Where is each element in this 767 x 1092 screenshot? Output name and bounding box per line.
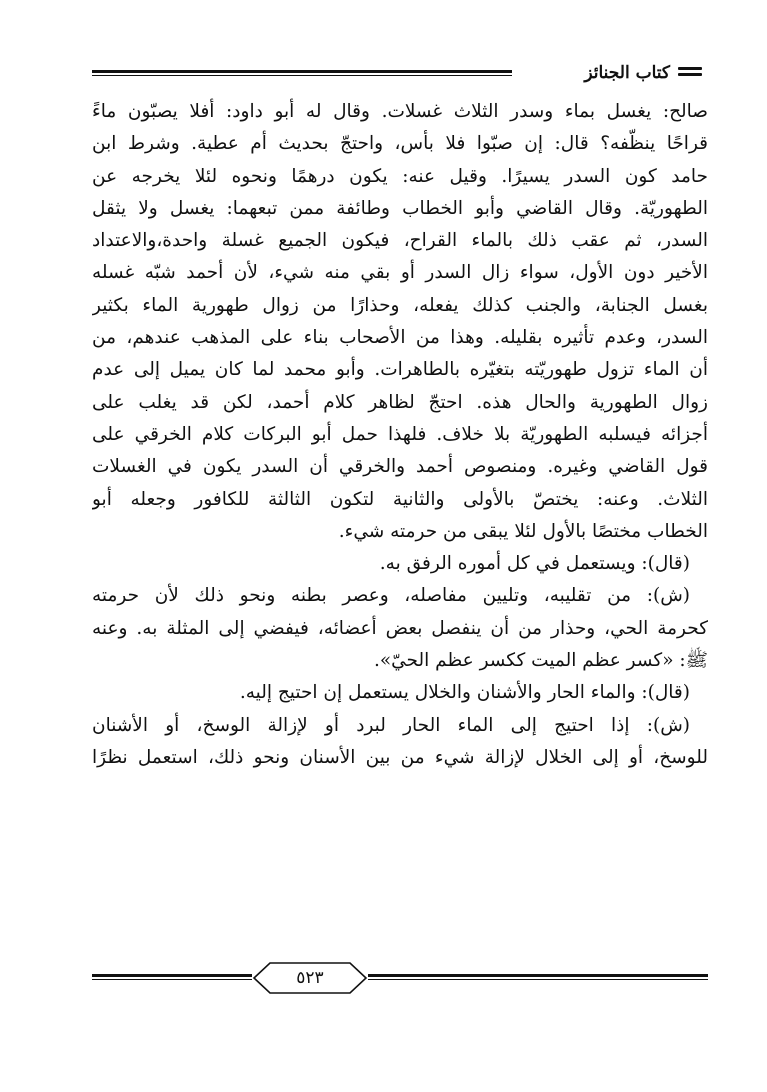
header-rule — [92, 70, 512, 78]
text-line: (قال): ويستعمل في كل أموره الرفق به. — [379, 553, 690, 575]
text-line: للوسخ، أو إلى الخلال لإزالة شيء من بين الأسنان ونحو ذلك، استعمل نظرًا — [92, 746, 708, 768]
text-line: كحرمة الحي، وحذار من أن ينفصل بعض أعضائه، فيفضي إلى المثلة به. وعنه — [92, 617, 708, 639]
text-line: بغسل الجنابة، والجنب كذلك يفعله، وحذارًا من زوال طهورية الماء بكثير — [92, 294, 708, 316]
footer-rule-left — [92, 974, 252, 982]
text-line: أن الماء تزول طهوريّته بتغيّره بالطاهرات. وأبو محمد لما كان يميل إلى عدم — [92, 359, 708, 381]
text-line: الخطاب مختصًا بالأول لئلا يبقى من حرمته شيء. — [338, 520, 708, 542]
text-line: قراحًا ينظّفه؟ قال: إن صبّوا فلا بأس، واحتجّ بحديث أم عطية. وشرط ابن — [92, 133, 708, 155]
text-line: السدر، ثم عقب ذلك بالماء القراح، فيكون الجميع غسلة واحدة،والاعتداد — [92, 230, 708, 252]
text-line: زوال الطهورية والحال هذه. احتجّ لظاهر كلام أحمد، لكن قد يغلب على — [92, 391, 708, 413]
text-line: الطهوريّة. وقال القاضي وأبو الخطاب وطائفة ممن تبعهما: يغسل ولا يثقل — [92, 197, 708, 219]
body-text — [92, 96, 708, 774]
text-line: السدر، وعدم تأثيره بقليله. وهذا من الأصحاب بناء على المذهب عندهم، من — [92, 327, 708, 349]
text-line: حامد كون السدر يسيرًا. وقيل عنه: يكون درهمًا ونحوه لئلا يخرجه عن — [92, 165, 708, 187]
page-footer — [92, 960, 708, 1000]
page-number-frame — [252, 960, 368, 996]
text-line: (قال): والماء الحار والأشنان والخلال يستعمل إن احتيج إليه. — [239, 682, 690, 704]
text-line: الثلاث. وعنه: يختصّ بالأولى والثانية لتكون الثالثة للكافور وجعله أبو — [92, 488, 708, 510]
text-line: (ش): إذا احتيج إلى الماء الحار لبرد أو لإزالة الوسخ، أو الأشنان — [92, 714, 690, 736]
running-header — [92, 58, 702, 88]
text-line: صالح: يغسل بماء وسدر الثلاث غسلات. وقال له أبو داود: أفلا يصبّون ماءً — [92, 101, 708, 122]
text-line: قول القاضي وغيره. ومنصوص أحمد والخرقي أن السدر يكون في الغسلات — [92, 456, 708, 478]
header-title: كتاب الجنائز — [584, 63, 670, 83]
text-line: أجزائه فيسلبه الطهوريّة بلا خلاف. فلهذا حمل أبو البركات كلام الخرقي على — [92, 423, 708, 445]
header-ornament-icon — [678, 67, 702, 79]
footer-rule-right — [368, 974, 708, 982]
page-number: ٥٢٣ — [296, 968, 324, 988]
text-line: ﷺ: «كسر عظم الميت ككسر عظم الحيّ». — [373, 650, 708, 672]
text-line: (ش): من تقليبه، وتليين مفاصله، وعصر بطنه ونحو ذلك لأن حرمته — [92, 585, 690, 607]
text-line: الأخير دون الأول، سواء زال السدر أو بقي منه شيء، لأن أحمد شبّه غسله — [92, 262, 708, 284]
